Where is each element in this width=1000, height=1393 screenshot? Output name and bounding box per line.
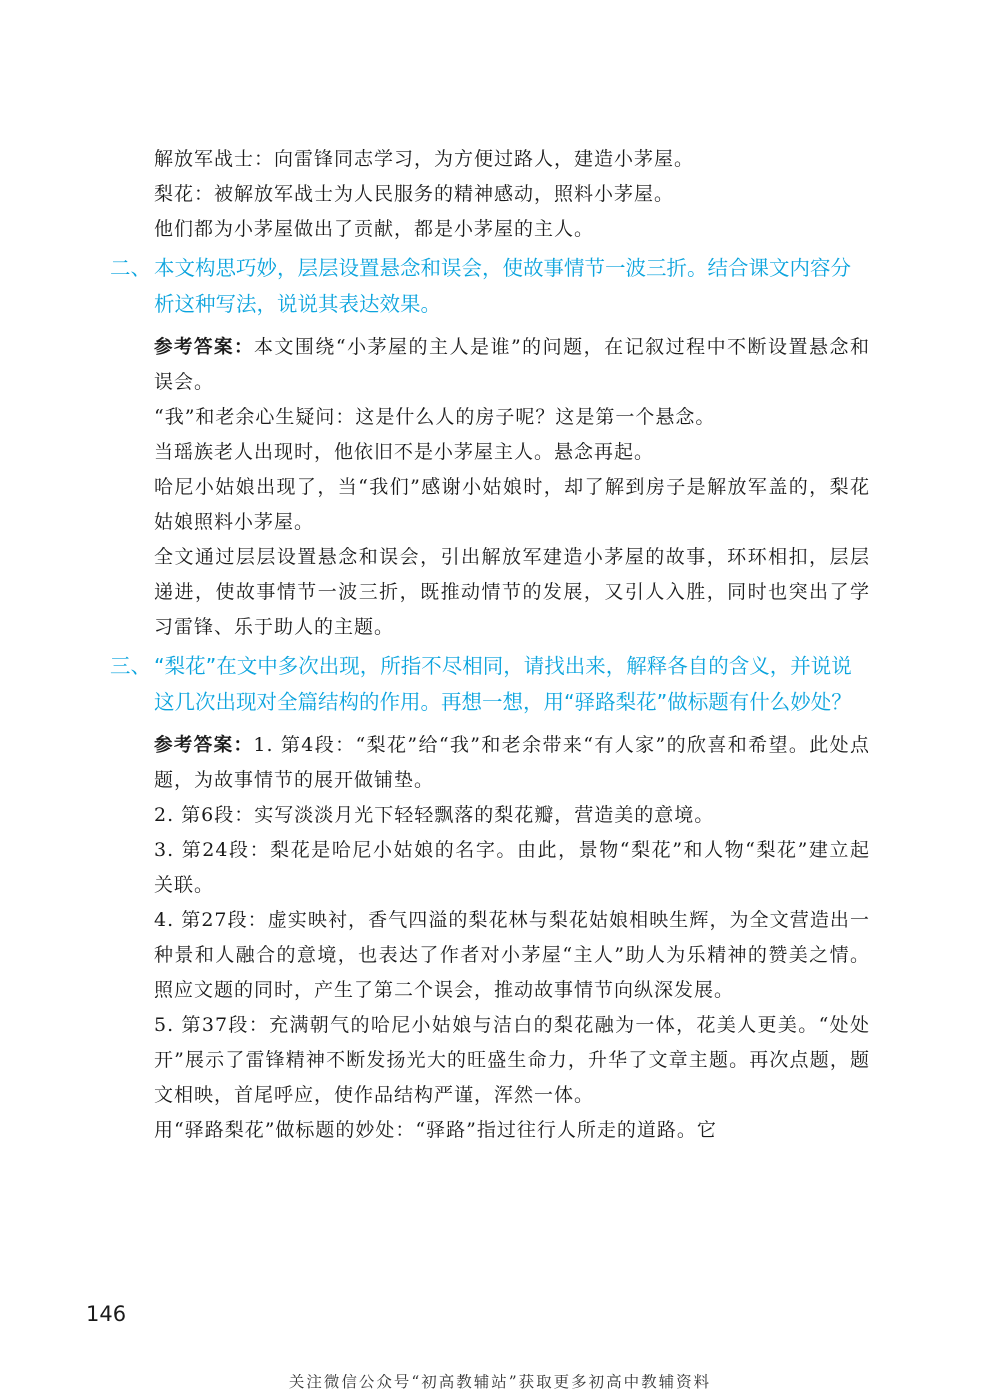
question-3-answer-line-2: 2. 第6段：实写淡淡月光下轻轻飘落的梨花瓣，营造美的意境。 (154, 804, 715, 826)
question-2-text: 本文构思巧妙，层层设置悬念和误会，使故事情节一波三折。结合课文内容分析这种写法，说说其表达效果。 (154, 256, 851, 316)
question-3-answer-line-3: 3. 第24段：梨花是哈尼小姑娘的名字。由此，景物“梨花”和人物“梨花”建立起关联。 (154, 839, 870, 896)
question-2 (110, 250, 870, 322)
question-2-answer-intro (154, 330, 870, 400)
question-2-number: 二、 (110, 256, 151, 280)
page-number: 146 (86, 1302, 127, 1326)
question-3-number: 三、 (110, 654, 151, 678)
question-3-answer-line-4: 4. 第27段：虚实映衬，香气四溢的梨花林与梨花姑娘相映生辉，为全文营造出一种景和人融合的意境，也表达了作者对小茅屋“主人”助人为乐精神的赞美之情。照应文题的同时，产生了第二个误会，推动故事情节向纵深发展。 (154, 909, 870, 1001)
page-content (110, 142, 870, 1148)
answer-label: 参考答案： (154, 735, 254, 756)
section1-line-3: 他们都为小茅屋做出了贡献，都是小茅屋的主人。 (154, 218, 595, 240)
question-2-answer-line-3: 哈尼小姑娘出现了，当“我们”感谢小姑娘时，却了解到房子是解放军盖的，梨花姑娘照料小茅屋。 (154, 476, 870, 533)
answer-intro-text: 1. 第4段：“梨花”给“我”和老余带来“有人家”的欣喜和希望。此处点题，为故事情节的展开做铺垫。 (154, 734, 870, 791)
section1-line-1: 解放军战士：向雷锋同志学习，为方便过路人，建造小茅屋。 (154, 148, 695, 170)
question-3-answer-intro (154, 728, 870, 798)
footer-note: 关注微信公众号“初高教辅站”获取更多初高中教辅资料 (288, 1373, 712, 1391)
question-3-answer-line-5: 5. 第37段：充满朝气的哈尼小姑娘与洁白的梨花融为一体，花美人更美。“处处开”展示了雷锋精神不断发扬光大的旺盛生命力，升华了文章主题。再次点题，题文相映，首尾呼应，使作品结构严谨，浑然一体。 (154, 1014, 870, 1106)
answer-label: 参考答案： (154, 337, 254, 358)
question-3-answer-title: 用“驿路梨花”做标题的妙处：“驿路”指过往行人所走的道路。它 (154, 1119, 717, 1141)
question-3 (110, 648, 870, 720)
section1-line-2: 梨花：被解放军战士为人民服务的精神感动，照料小茅屋。 (154, 183, 675, 205)
question-2-answer-line-1: “我”和老余心生疑问：这是什么人的房子呢？这是第一个悬念。 (154, 406, 716, 428)
question-2-answer-line-2: 当瑶族老人出现时，他依旧不是小茅屋主人。悬念再起。 (154, 441, 655, 463)
question-3-text: “梨花”在文中多次出现，所指不尽相同，请找出来，解释各自的含义，并说说这几次出现对全篇结构的作用。再想一想，用“驿路梨花”做标题有什么妙处？ (154, 654, 852, 714)
answer-intro-text: 本文围绕“小茅屋的主人是谁”的问题，在记叙过程中不断设置悬念和误会。 (154, 336, 870, 393)
question-2-answer-line-4: 全文通过层层设置悬念和误会，引出解放军建造小茅屋的故事，环环相扣，层层递进，使故事情节一波三折，既推动情节的发展，又引人入胜，同时也突出了学习雷锋、乐于助人的主题。 (154, 546, 870, 638)
